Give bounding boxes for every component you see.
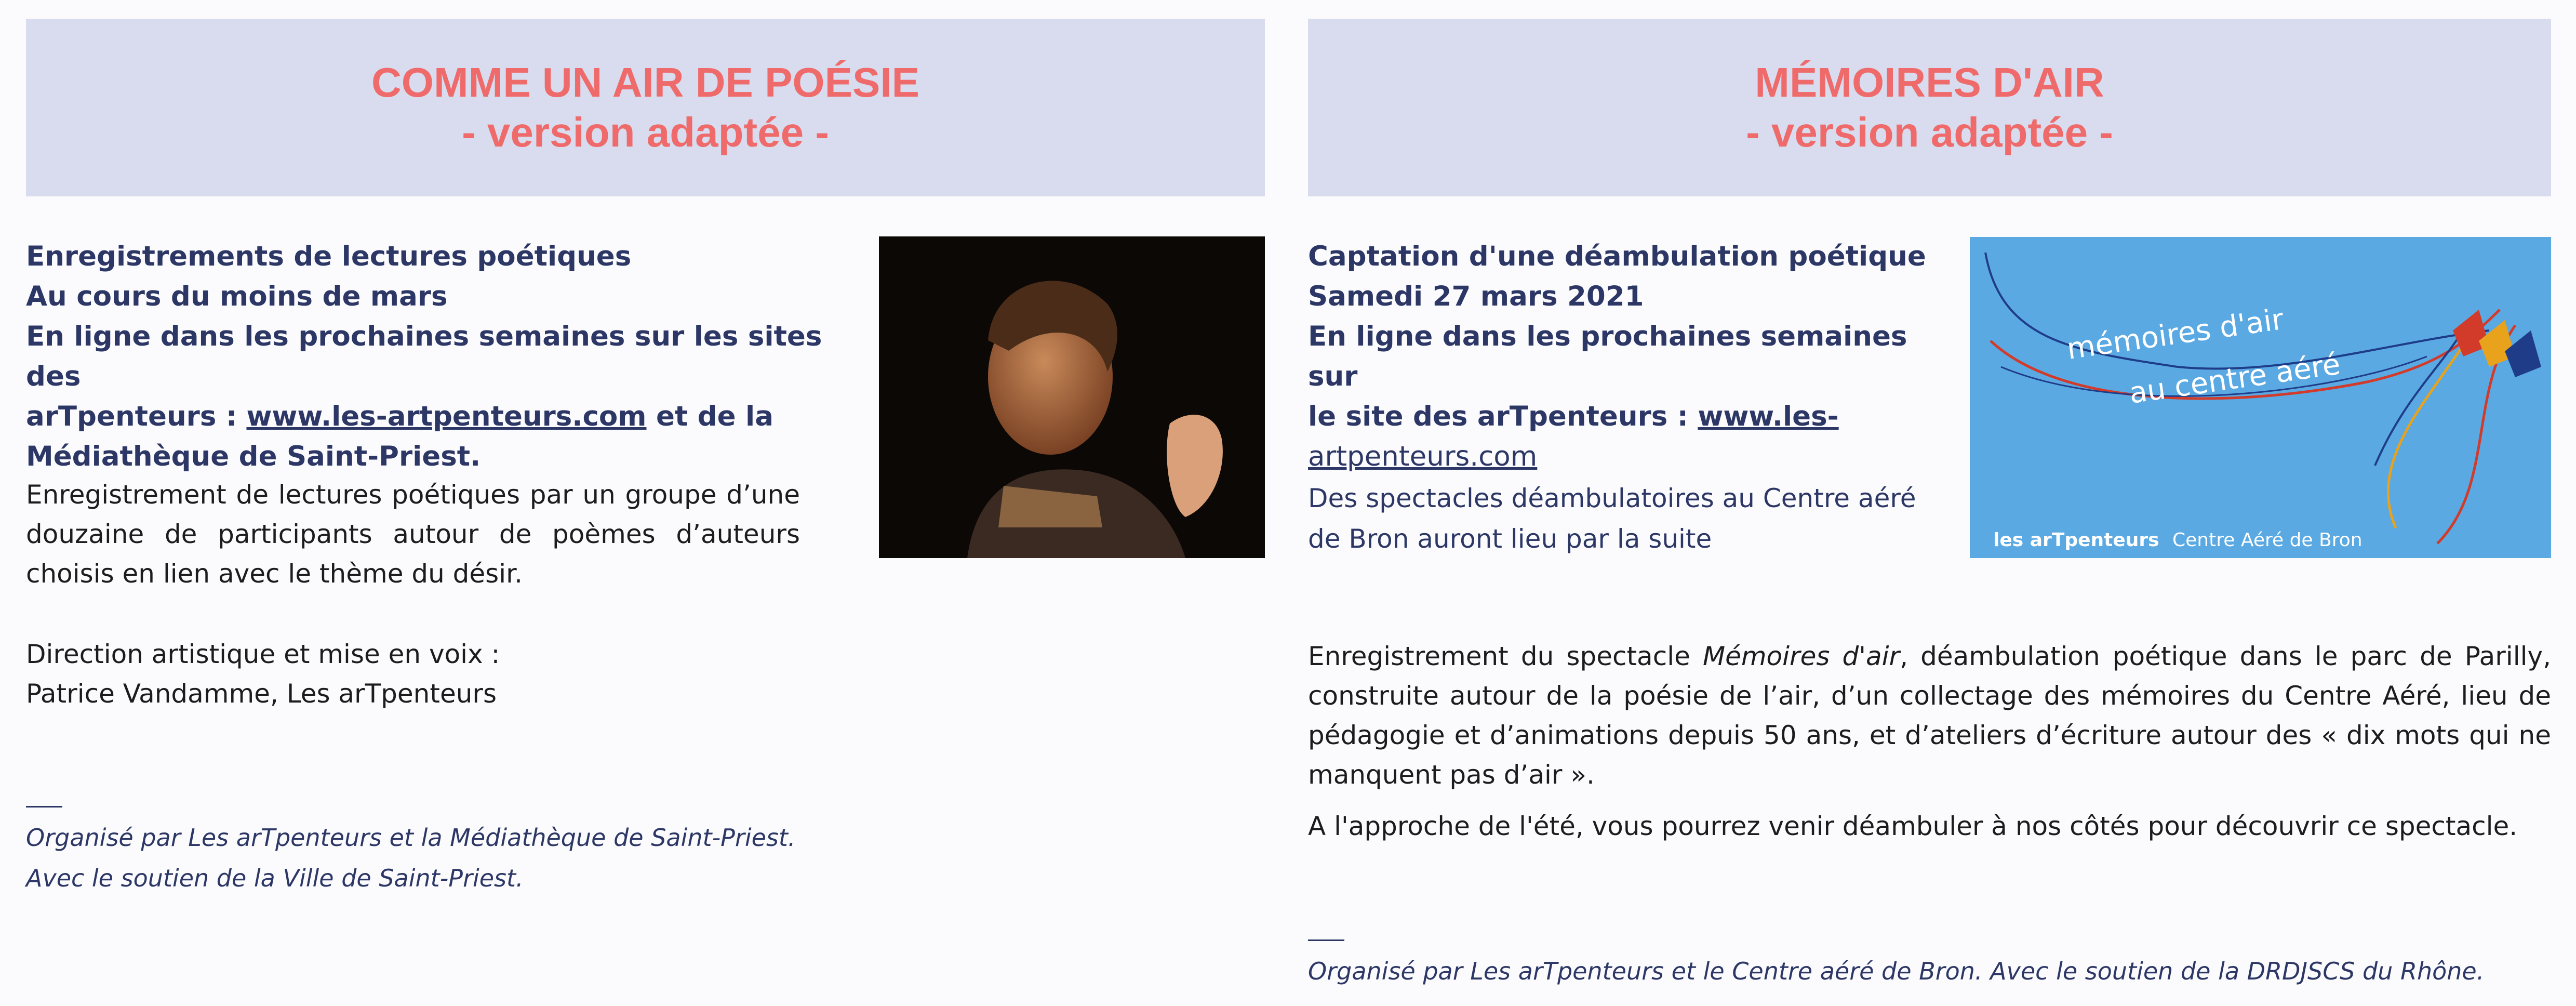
- website-link-continued[interactable]: artpenteurs.com: [1308, 441, 1538, 472]
- description-text: , déambulation poétique dans le parc de Parilly, construite autour de la poésie de l’air, d’un collectage des mémoires du Centre Aéré, lieu de pédagogie et d’animations depuis 50 ans, et d’ateliers d’écriture autour des « dix mots qui ne manquent pas d’air ».: [1308, 641, 2551, 790]
- info-text: arTpenteurs :: [26, 401, 247, 432]
- event-description: [1308, 637, 2551, 795]
- note-line: Des spectacles déambulatoires au Centre aéré: [1308, 483, 1916, 513]
- show-title: Mémoires d'air: [1702, 641, 1900, 671]
- event-title: COMME UN AIR DE POÉSIE: [371, 59, 919, 105]
- poster-title: mémoires d'air: [2064, 302, 2286, 366]
- kites-poster-image: [1970, 237, 2551, 558]
- info-line: Au cours du moins de mars: [26, 281, 448, 312]
- event-title: MÉMOIRES D'AIR: [1755, 59, 2104, 105]
- divider: [1308, 939, 1344, 941]
- performer-photo: [879, 236, 1265, 558]
- description-text: Enregistrement du spectacle: [1308, 641, 1703, 671]
- divider: [26, 806, 62, 808]
- info-line: En ligne dans les prochaines semaines sur: [1308, 321, 1907, 392]
- title-banner: [26, 19, 1265, 196]
- website-link[interactable]: www.les-artpenteurs.com: [246, 401, 647, 432]
- title-banner: [1308, 19, 2551, 196]
- direction-label: Direction artistique et mise en voix :: [26, 639, 500, 669]
- info-line: Médiathèque de Saint-Priest.: [26, 441, 481, 472]
- info-line: [1308, 396, 1931, 436]
- event-info: [26, 236, 836, 476]
- info-text: le site des arTpenteurs :: [1308, 401, 1698, 432]
- info-line: [26, 396, 836, 436]
- poster-footer-centre: Centre Aéré de Bron: [2172, 530, 2363, 551]
- credit-line: Avec le soutien de la Ville de Saint-Priest.: [26, 864, 524, 892]
- organizer-credits: [26, 817, 796, 898]
- info-line: En ligne dans les prochaines semaines sur les sites des: [26, 321, 822, 392]
- director-name: Patrice Vandamme, Les arTpenteurs: [26, 679, 497, 709]
- organizer-credits: Organisé par Les arTpenteurs et le Centre aéré de Bron. Avec le soutien de la DRDJSCS du Rhône.: [1308, 957, 2485, 985]
- summer-note: A l'approche de l'été, vous pourrez venir déambuler à nos côtés pour découvrir ce spectacle.: [1308, 811, 2518, 841]
- poster-footer-artpenteurs: les arTpenteurs: [1993, 530, 2159, 551]
- note-line: de Bron auront lieu par la suite: [1308, 524, 1712, 554]
- upcoming-note: [1308, 478, 1931, 559]
- event-description: Enregistrement de lectures poétiques par un groupe d’une douzaine de participants autour de poèmes d’auteurs choisis en lien avec le thème du désir.: [26, 480, 800, 589]
- direction-block: [26, 634, 800, 713]
- info-line: [1308, 436, 1931, 476]
- info-line: Samedi 27 mars 2021: [1308, 281, 1644, 312]
- event-info: [1308, 236, 1931, 476]
- credit-line: Organisé par Les arTpenteurs et la Médiathèque de Saint-Priest.: [26, 824, 796, 852]
- poster-subtitle: au centre aéré: [2127, 347, 2343, 411]
- info-line: Captation d'une déambulation poétique: [1308, 241, 1926, 272]
- info-text: et de la: [646, 401, 773, 432]
- event-subtitle: - version adaptée -: [1746, 109, 2113, 155]
- event-subtitle: - version adaptée -: [462, 109, 829, 155]
- website-link[interactable]: www.les-: [1698, 401, 1839, 432]
- info-line: Enregistrements de lectures poétiques: [26, 241, 632, 272]
